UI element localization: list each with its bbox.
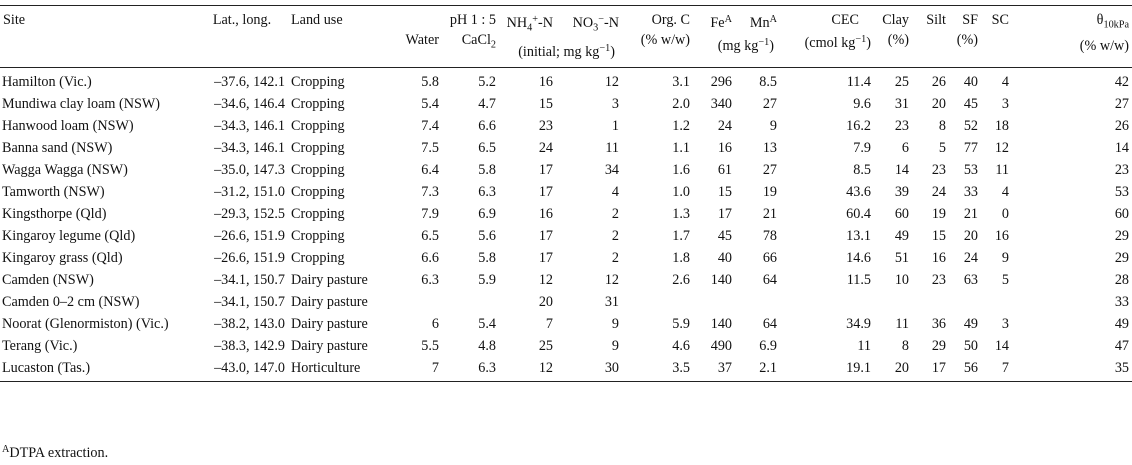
col-header-nh4: $NH_4^+-N$ (initial; mg $kg^{-1}$) xyxy=(499,6,556,68)
cell-ph-water: 7 xyxy=(395,359,442,382)
cell-nh4: 20 xyxy=(538,293,553,310)
cell-mn: 2.1 xyxy=(735,359,780,382)
cell-silt: 20 xyxy=(931,95,946,112)
cell-theta: 23 xyxy=(1114,161,1129,178)
cell-latlong: –34.3, 146.1 xyxy=(214,117,285,134)
cell-nh4: 12 xyxy=(538,271,553,288)
cell-fe: 17 xyxy=(717,205,732,222)
cell-sf: 49 xyxy=(963,315,978,332)
cell-silt: 16 xyxy=(931,249,946,266)
cell-ph-cacl2: 4.7 xyxy=(478,95,496,112)
cell-ph-water: 7.3 xyxy=(421,183,439,200)
cell-sc: 5 xyxy=(1001,271,1009,288)
cell-mn xyxy=(735,293,780,315)
cell-fe: 16 xyxy=(717,139,732,156)
footnote-marker: A xyxy=(2,444,10,455)
cell-theta: 28 xyxy=(1114,271,1129,288)
cell-cec: 34.9 xyxy=(846,315,871,332)
cell-sf: 77 xyxy=(963,139,978,156)
cell-silt: 24 xyxy=(931,183,946,200)
cell-clay: 8 xyxy=(901,337,909,354)
table-row xyxy=(0,205,1132,227)
cell-clay: 10 xyxy=(894,271,909,288)
cell-theta: 35 xyxy=(1012,359,1132,382)
cell-no3: 11 xyxy=(605,139,619,156)
cell-sf: 40 xyxy=(963,73,978,90)
cell-ph-cacl2: 5.2 xyxy=(478,73,496,90)
cell-site: Camden 0–2 cm (NSW) xyxy=(2,293,140,310)
cell-cec: 8.5 xyxy=(853,161,871,178)
cell-ph-cacl2: 5.8 xyxy=(478,161,496,178)
cell-site: Noorat (Glenormiston) (Vic.) xyxy=(2,315,169,332)
cell-cec: 60.4 xyxy=(846,205,871,222)
cell-site: Hamilton (Vic.) xyxy=(2,73,92,90)
cell-site: Kingsthorpe (Qld) xyxy=(2,205,107,222)
cell-landuse: Cropping xyxy=(291,183,345,200)
cell-fe: 140 xyxy=(710,315,732,332)
cell-site: Hanwood loam (NSW) xyxy=(2,117,134,134)
cell-landuse: Cropping xyxy=(291,249,345,266)
cell-silt: 17 xyxy=(912,359,949,382)
cell-orgc: 1.0 xyxy=(672,183,690,200)
cell-mn: 19 xyxy=(762,183,777,200)
cell-orgc: 2.0 xyxy=(672,95,690,112)
cell-nh4: 16 xyxy=(538,205,553,222)
cell-fe: 61 xyxy=(717,161,732,178)
cell-latlong: –31.2, 151.0 xyxy=(214,183,285,200)
soil-properties-table xyxy=(0,5,1132,382)
cell-silt: 15 xyxy=(931,227,946,244)
cell-ph-water: 7.5 xyxy=(421,139,439,156)
cell-clay: 25 xyxy=(894,73,909,90)
cell-cec: 11.5 xyxy=(846,271,871,288)
cell-orgc: 1.6 xyxy=(672,161,690,178)
cell-cec: 9.6 xyxy=(853,95,871,112)
cell-silt: 8 xyxy=(938,117,946,134)
cell-sf: 53 xyxy=(963,161,978,178)
cell-sf: 33 xyxy=(963,183,978,200)
cell-no3: 2 xyxy=(611,227,619,244)
header-row xyxy=(0,6,1132,68)
cell-nh4: 17 xyxy=(538,183,553,200)
cell-landuse: Dairy pasture xyxy=(291,315,368,332)
cell-latlong: –26.6, 151.9 xyxy=(214,227,285,244)
cell-fe: 15 xyxy=(717,183,732,200)
cell-ph-water: 7.9 xyxy=(421,205,439,222)
cell-sf xyxy=(949,293,981,315)
cell-theta: 27 xyxy=(1114,95,1129,112)
cell-ph-water: 6.3 xyxy=(421,271,439,288)
cell-mn: 27 xyxy=(762,161,777,178)
col-header-sf: SF (%) xyxy=(949,6,981,68)
cell-clay: 11 xyxy=(895,315,909,332)
cell-silt: 36 xyxy=(931,315,946,332)
table-row xyxy=(0,337,1132,359)
cell-ph-cacl2: 4.8 xyxy=(478,337,496,354)
cell-orgc: 5.9 xyxy=(672,315,690,332)
cell-fe xyxy=(693,293,735,315)
cell-nh4: 17 xyxy=(538,249,553,266)
cell-fe: 40 xyxy=(717,249,732,266)
col-header-ph-water: Water xyxy=(395,6,442,68)
col-header-theta: $\theta_{10kPa}$ (% w/w) xyxy=(1012,6,1132,68)
cell-ph-water xyxy=(395,293,442,315)
cell-site: Lucaston (Tas.) xyxy=(0,359,196,382)
cell-no3: 31 xyxy=(604,293,619,310)
cell-silt: 29 xyxy=(931,337,946,354)
cell-landuse: Horticulture xyxy=(288,359,395,382)
cell-silt: 23 xyxy=(931,161,946,178)
cell-orgc: 1.1 xyxy=(672,139,690,156)
cell-ph-cacl2: 6.3 xyxy=(478,183,496,200)
cell-sc: 16 xyxy=(994,227,1009,244)
cell-cec: 7.9 xyxy=(853,139,871,156)
cell-sc: 3 xyxy=(1001,95,1009,112)
table-footnote xyxy=(2,444,108,462)
cell-clay: 39 xyxy=(894,183,909,200)
cell-ph-cacl2: 6.5 xyxy=(478,139,496,156)
cell-latlong: –38.3, 142.9 xyxy=(214,337,285,354)
cell-ph-cacl2: 6.9 xyxy=(478,205,496,222)
table-row xyxy=(0,271,1132,293)
cell-site: Camden (NSW) xyxy=(2,271,94,288)
cell-theta: 49 xyxy=(1114,315,1129,332)
cell-no3: 30 xyxy=(556,359,622,382)
cell-nh4: 23 xyxy=(538,117,553,134)
cell-sf: 63 xyxy=(963,271,978,288)
cell-site: Kingaroy grass (Qld) xyxy=(2,249,123,266)
cell-landuse: Dairy pasture xyxy=(291,271,368,288)
cell-theta: 42 xyxy=(1114,73,1129,90)
cell-ph-water: 7.4 xyxy=(421,117,439,134)
table-row xyxy=(0,227,1132,249)
cell-no3: 12 xyxy=(604,271,619,288)
cell-clay: 23 xyxy=(894,117,909,134)
cell-mn: 21 xyxy=(762,205,777,222)
cell-landuse: Dairy pasture xyxy=(291,293,368,310)
cell-nh4: 25 xyxy=(538,337,553,354)
cell-site: Tamworth (NSW) xyxy=(2,183,105,200)
cell-cec: 11.4 xyxy=(846,73,871,90)
cell-ph-water: 6.4 xyxy=(421,161,439,178)
cell-orgc: 2.6 xyxy=(672,271,690,288)
cell-nh4: 16 xyxy=(538,73,553,90)
cell-no3: 2 xyxy=(611,249,619,266)
cell-sf: 52 xyxy=(963,117,978,134)
cell-sc: 12 xyxy=(994,139,1009,156)
col-header-cec: CEC (cmol $kg^{-1}$) xyxy=(780,6,874,68)
cell-site: Banna sand (NSW) xyxy=(2,139,113,156)
table-row xyxy=(0,161,1132,183)
cell-latlong: –37.6, 142.1 xyxy=(214,73,285,90)
footnote-text: DTPA extraction. xyxy=(9,445,109,462)
cell-silt: 23 xyxy=(931,271,946,288)
col-header-site: Site xyxy=(0,6,196,68)
col-header-ph-cacl2: pH 1 : 5 CaCl$_2$ xyxy=(442,6,499,68)
table-row xyxy=(0,139,1132,161)
cell-sf: 24 xyxy=(963,249,978,266)
ph-group-header: pH 1 : 5 xyxy=(449,12,496,28)
table-row xyxy=(0,67,1132,95)
cell-sc: 18 xyxy=(994,117,1009,134)
col-header-fe: $Fe^A$ (mg $kg^{-1}$) xyxy=(693,6,735,68)
table-row xyxy=(0,315,1132,337)
cell-orgc xyxy=(622,293,693,315)
cell-mn: 64 xyxy=(762,271,777,288)
cell-cec: 11 xyxy=(857,337,871,354)
cell-landuse: Cropping xyxy=(291,161,345,178)
cell-no3: 2 xyxy=(611,205,619,222)
cell-sf: 21 xyxy=(963,205,978,222)
cell-sc: 0 xyxy=(1001,205,1009,222)
cell-latlong: –34.6, 146.4 xyxy=(214,95,285,112)
cell-fe: 45 xyxy=(717,227,732,244)
cell-clay: 20 xyxy=(874,359,912,382)
cell-orgc: 3.5 xyxy=(622,359,693,382)
cell-no3: 1 xyxy=(611,117,619,134)
cell-latlong: –43.0, 147.0 xyxy=(196,359,288,382)
col-header-silt: Silt xyxy=(912,6,949,68)
cell-landuse: Dairy pasture xyxy=(291,337,368,354)
cell-cec: 43.6 xyxy=(846,183,871,200)
table-row xyxy=(0,293,1132,315)
cell-cec: 14.6 xyxy=(846,249,871,266)
cell-mn: 9 xyxy=(769,117,777,134)
cell-latlong: –35.0, 147.3 xyxy=(214,161,285,178)
cell-no3: 4 xyxy=(611,183,619,200)
table-body xyxy=(0,67,1132,381)
cell-nh4: 24 xyxy=(538,139,553,156)
cell-sf: 20 xyxy=(963,227,978,244)
cell-orgc: 3.1 xyxy=(672,73,690,90)
cell-ph-water: 5.5 xyxy=(421,337,439,354)
cell-sc: 4 xyxy=(1001,73,1009,90)
cell-fe: 296 xyxy=(710,73,732,90)
cell-orgc: 1.2 xyxy=(672,117,690,134)
cell-sc: 4 xyxy=(1001,183,1009,200)
cell-ph-water: 5.4 xyxy=(421,95,439,112)
cell-orgc: 1.3 xyxy=(672,205,690,222)
cell-clay: 51 xyxy=(894,249,909,266)
cell-silt: 26 xyxy=(931,73,946,90)
cell-mn: 13 xyxy=(762,139,777,156)
cell-theta: 60 xyxy=(1114,205,1129,222)
cell-ph-water: 6.5 xyxy=(421,227,439,244)
cell-no3: 34 xyxy=(604,161,619,178)
cell-theta: 33 xyxy=(1114,293,1129,310)
cell-fe: 24 xyxy=(717,117,732,134)
cell-ph-water: 5.8 xyxy=(421,73,439,90)
cell-mn: 66 xyxy=(762,249,777,266)
cell-theta: 47 xyxy=(1114,337,1129,354)
cell-sc: 14 xyxy=(994,337,1009,354)
cell-clay: 14 xyxy=(894,161,909,178)
cell-ph-cacl2: 5.8 xyxy=(478,249,496,266)
cell-mn: 27 xyxy=(762,95,777,112)
cell-theta: 29 xyxy=(1114,227,1129,244)
table-row xyxy=(0,117,1132,139)
table-row xyxy=(0,249,1132,271)
cell-theta: 14 xyxy=(1114,139,1129,156)
col-header-landuse: Land use xyxy=(288,6,395,68)
cell-cec: 19.1 xyxy=(780,359,874,382)
cell-landuse: Cropping xyxy=(291,73,345,90)
cell-no3: 9 xyxy=(611,337,619,354)
cell-latlong: –34.3, 146.1 xyxy=(214,139,285,156)
cell-ph-water: 6 xyxy=(431,315,439,332)
cell-nh4: 17 xyxy=(538,227,553,244)
table-row xyxy=(0,183,1132,205)
table-row xyxy=(0,95,1132,117)
cell-fe: 490 xyxy=(710,337,732,354)
col-header-clay: Clay (%) xyxy=(874,6,912,68)
cell-site: Mundiwa clay loam (NSW) xyxy=(2,95,160,112)
cell-latlong: –26.6, 151.9 xyxy=(214,249,285,266)
cell-ph-cacl2: 6.3 xyxy=(442,359,499,382)
cell-sc: 3 xyxy=(1001,315,1009,332)
cell-no3: 12 xyxy=(604,73,619,90)
cell-ph-cacl2: 6.6 xyxy=(478,117,496,134)
cell-orgc: 1.7 xyxy=(672,227,690,244)
cell-ph-cacl2: 5.4 xyxy=(478,315,496,332)
cell-mn: 6.9 xyxy=(759,337,777,354)
cell-orgc: 1.8 xyxy=(672,249,690,266)
cell-theta: 26 xyxy=(1114,117,1129,134)
cell-landuse: Cropping xyxy=(291,117,345,134)
cell-latlong: –29.3, 152.5 xyxy=(214,205,285,222)
cell-fe: 140 xyxy=(710,271,732,288)
cell-site: Terang (Vic.) xyxy=(2,337,78,354)
cell-no3: 9 xyxy=(611,315,619,332)
cell-clay: 31 xyxy=(894,95,909,112)
cell-no3: 3 xyxy=(611,95,619,112)
cell-sc xyxy=(981,293,1012,315)
cell-mn: 78 xyxy=(762,227,777,244)
cell-sf: 56 xyxy=(949,359,981,382)
cell-clay: 6 xyxy=(901,139,909,156)
cell-cec: 13.1 xyxy=(846,227,871,244)
col-header-latlong: Lat., long. xyxy=(196,6,288,68)
cell-nh4: 17 xyxy=(538,161,553,178)
cell-mn: 64 xyxy=(762,315,777,332)
cell-site: Kingaroy legume (Qld) xyxy=(2,227,136,244)
cell-theta: 29 xyxy=(1114,249,1129,266)
col-header-mn: $Mn^A$ xyxy=(735,6,780,68)
cell-nh4: 7 xyxy=(545,315,553,332)
col-header-sc: SC xyxy=(981,6,1012,68)
col-header-org-c: Org. C (% w/w) xyxy=(622,6,693,68)
cell-cec xyxy=(780,293,874,315)
cell-clay: 60 xyxy=(894,205,909,222)
cell-cec: 16.2 xyxy=(846,117,871,134)
cell-mn: 8.5 xyxy=(759,73,777,90)
cell-landuse: Cropping xyxy=(291,139,345,156)
cell-ph-water: 6.6 xyxy=(421,249,439,266)
cell-nh4: 15 xyxy=(538,95,553,112)
cell-silt: 19 xyxy=(931,205,946,222)
cell-sc: 9 xyxy=(1001,249,1009,266)
cell-site: Wagga Wagga (NSW) xyxy=(2,161,128,178)
cell-clay: 49 xyxy=(894,227,909,244)
cell-sc: 11 xyxy=(995,161,1009,178)
cell-latlong: –38.2, 143.0 xyxy=(214,315,285,332)
cell-fe: 37 xyxy=(693,359,735,382)
cell-sc: 7 xyxy=(981,359,1012,382)
cell-landuse: Cropping xyxy=(291,205,345,222)
col-header-no3: $NO_3^--N$ xyxy=(556,6,622,68)
cell-fe: 340 xyxy=(710,95,732,112)
cell-latlong: –34.1, 150.7 xyxy=(214,271,285,288)
cell-nh4: 12 xyxy=(499,359,556,382)
cell-orgc: 4.6 xyxy=(672,337,690,354)
cell-clay xyxy=(874,293,912,315)
cell-landuse: Cropping xyxy=(291,95,345,112)
cell-silt: 5 xyxy=(938,139,946,156)
cell-landuse: Cropping xyxy=(291,227,345,244)
cell-sf: 50 xyxy=(963,337,978,354)
cell-ph-cacl2: 5.6 xyxy=(478,227,496,244)
cell-ph-cacl2 xyxy=(442,293,499,315)
cell-ph-cacl2: 5.9 xyxy=(478,271,496,288)
cell-theta: 53 xyxy=(1114,183,1129,200)
cell-latlong: –34.1, 150.7 xyxy=(214,293,285,310)
table-row xyxy=(0,359,1132,382)
cell-silt xyxy=(912,293,949,315)
cell-sf: 45 xyxy=(963,95,978,112)
